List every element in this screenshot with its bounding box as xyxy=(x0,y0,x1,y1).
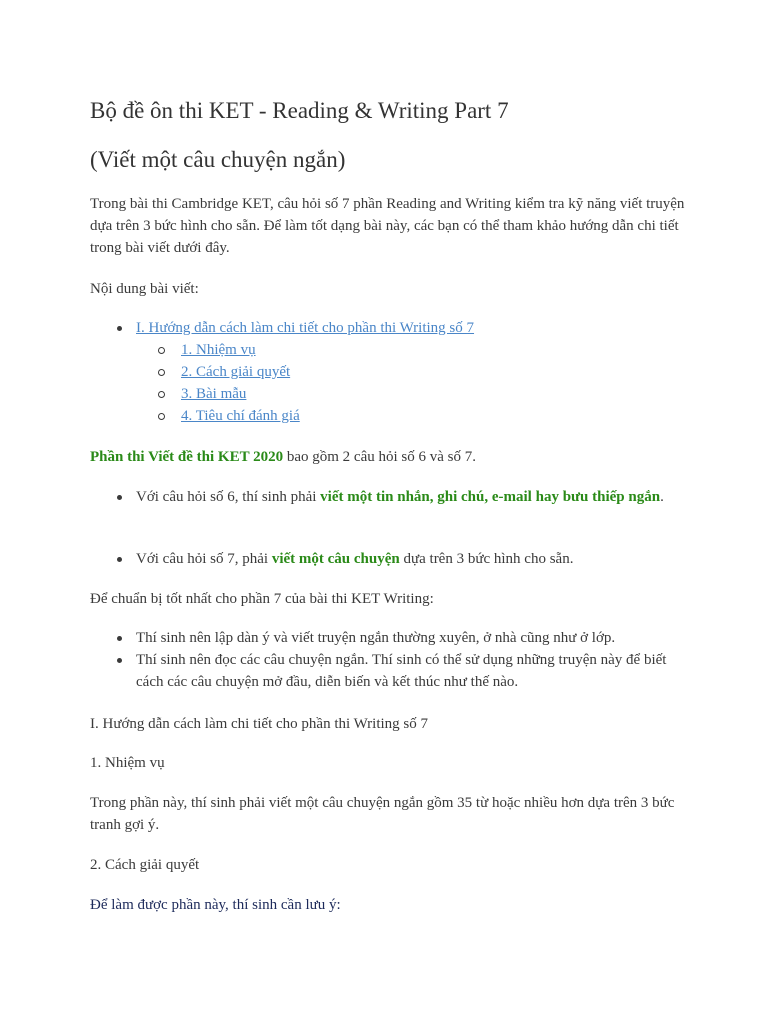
prep-label: Để chuẩn bị tốt nhất cho phần 7 của bài thi KET Writing: xyxy=(90,591,434,607)
table-of-contents xyxy=(90,317,690,427)
prep-item: Thí sinh nên đọc các câu chuyện ngắn. Thí sinh có thể sử dụng những truyện này để biết cách các câu chuyện mở đầu, diễn biến và kết thúc như thế nào. xyxy=(90,649,690,693)
toc-subitem xyxy=(90,383,690,405)
question-item xyxy=(90,548,690,570)
toc-subitem xyxy=(90,361,690,383)
toc-item-main xyxy=(90,317,690,339)
section-intro xyxy=(90,446,690,468)
question-highlight: viết một câu chuyện xyxy=(271,551,400,567)
solve-heading: 2. Cách giải quyết xyxy=(90,857,200,873)
section-intro-rest: bao gồm 2 câu hỏi số 6 và số 7. xyxy=(283,449,476,465)
page-title: Bộ đề ôn thi KET - Reading & Writing Part 7 xyxy=(90,98,509,123)
question-suffix: . xyxy=(660,489,664,505)
toc-label: Nội dung bài viết: xyxy=(90,281,199,297)
toc-link-section-1[interactable]: I. Hướng dẫn cách làm chi tiết cho phần thi Writing số 7 xyxy=(136,320,475,336)
question-list xyxy=(90,486,690,508)
prep-list xyxy=(90,627,690,693)
toc-link-sample[interactable]: 3. Bài mẫu xyxy=(181,386,247,402)
solve-note: Để làm được phần này, thí sinh cần lưu ý: xyxy=(90,897,341,913)
question-item xyxy=(90,486,690,508)
task-heading: 1. Nhiệm vụ xyxy=(90,755,165,771)
page-subtitle: (Viết một câu chuyện ngắn) xyxy=(90,147,346,172)
section-heading: I. Hướng dẫn cách làm chi tiết cho phần thi Writing số 7 xyxy=(90,716,429,732)
toc-link-task[interactable]: 1. Nhiệm vụ xyxy=(181,342,256,358)
toc-subitem xyxy=(90,405,690,427)
task-paragraph: Trong phần này, thí sinh phải viết một câu chuyện ngắn gồm 35 từ hoặc nhiều hơn dựa trên 3 bức tranh gợi ý. xyxy=(90,795,675,833)
prep-item: Thí sinh nên lập dàn ý và viết truyện ngắn thường xuyên, ở nhà cũng như ở lớp. xyxy=(90,627,690,649)
toc-link-solution[interactable]: 2. Cách giải quyết xyxy=(181,364,291,380)
toc-link-criteria[interactable]: 4. Tiêu chí đánh giá xyxy=(181,408,300,424)
question-highlight: viết một tin nhắn, ghi chú, e-mail hay bưu thiếp ngắn xyxy=(320,489,661,505)
toc-subitem xyxy=(90,339,690,361)
question-text: Với câu hỏi số 6, thí sinh phải xyxy=(136,489,321,505)
question-list xyxy=(90,548,690,570)
intro-paragraph: Trong bài thi Cambridge KET, câu hỏi số 7 phần Reading and Writing kiểm tra kỹ năng viết truyện dựa trên 3 bức hình cho sẵn. Để làm tốt dạng bài này, các bạn có thể tham khảo hướng dẫn chi tiết trong bài viết dưới đây. xyxy=(90,196,685,256)
question-text: Với câu hỏi số 7, phải xyxy=(136,551,272,567)
question-suffix: dựa trên 3 bức hình cho sẵn. xyxy=(399,551,574,567)
section-intro-highlight: Phần thi Viết đề thi KET 2020 xyxy=(90,449,284,465)
